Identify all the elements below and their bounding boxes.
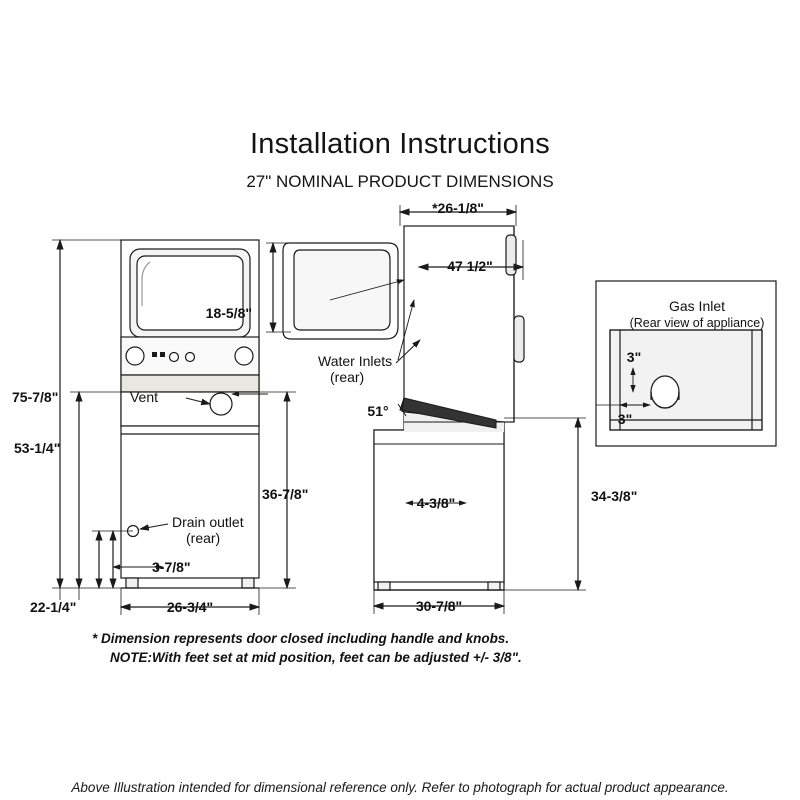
dim-gas-inlet-upper: 3" (626, 349, 642, 365)
page-title: Installation Instructions (250, 128, 550, 160)
label-drain-outlet-sub: (rear) (186, 530, 221, 546)
note-feet-adjustment (110, 650, 522, 665)
note-feet-adjustment-lead: NOTE: (110, 650, 152, 665)
note-dimension-asterisk: * Dimension represents door closed including handle and knobs. (92, 631, 510, 646)
dim-top-door-height: 18-5/8" (205, 305, 252, 321)
dim-front-foot-height: 3-7/8" (152, 559, 191, 575)
label-vent: Vent (129, 389, 158, 405)
dim-side-angle: 51° (367, 403, 389, 419)
dim-side-lip: 4-3/8" (416, 495, 456, 511)
label-gas-inlet-sub: (Rear view of appliance) (629, 316, 765, 330)
label-water-inlets-sub: (rear) (330, 369, 365, 385)
dim-front-lower-height: 36-7/8" (262, 486, 309, 502)
note-feet-adjustment-text: With feet set at mid position, feet can be adjusted +/- 3/8". (152, 650, 522, 665)
footer-disclaimer: Above Illustration intended for dimensional reference only. Refer to photograph for actual product appearance. (71, 780, 729, 795)
dim-side-depth: 30-7/8" (415, 598, 463, 614)
label-drain-outlet: Drain outlet (172, 514, 244, 530)
dim-front-total-height: 75-7/8" (12, 389, 59, 405)
label-water-inlets: Water Inlets (318, 353, 393, 369)
dim-top-door-depth: *26-1/8" (432, 200, 484, 216)
dim-side-height: 34-3/8" (591, 488, 638, 504)
page-subtitle: 27" NOMINAL PRODUCT DIMENSIONS (246, 172, 554, 191)
label-gas-inlet: Gas Inlet (668, 298, 726, 314)
dim-gas-inlet-lower: 3" (617, 411, 633, 427)
top-door-view (283, 243, 398, 339)
vent-port (210, 393, 232, 415)
dim-front-upper-height: 53-1/4" (14, 440, 61, 456)
dim-front-width: 26-3/4" (166, 599, 214, 615)
dim-side-door-open-width: 47 1/2" (447, 258, 493, 274)
dim-front-base-height: 22-1/4" (30, 599, 77, 615)
